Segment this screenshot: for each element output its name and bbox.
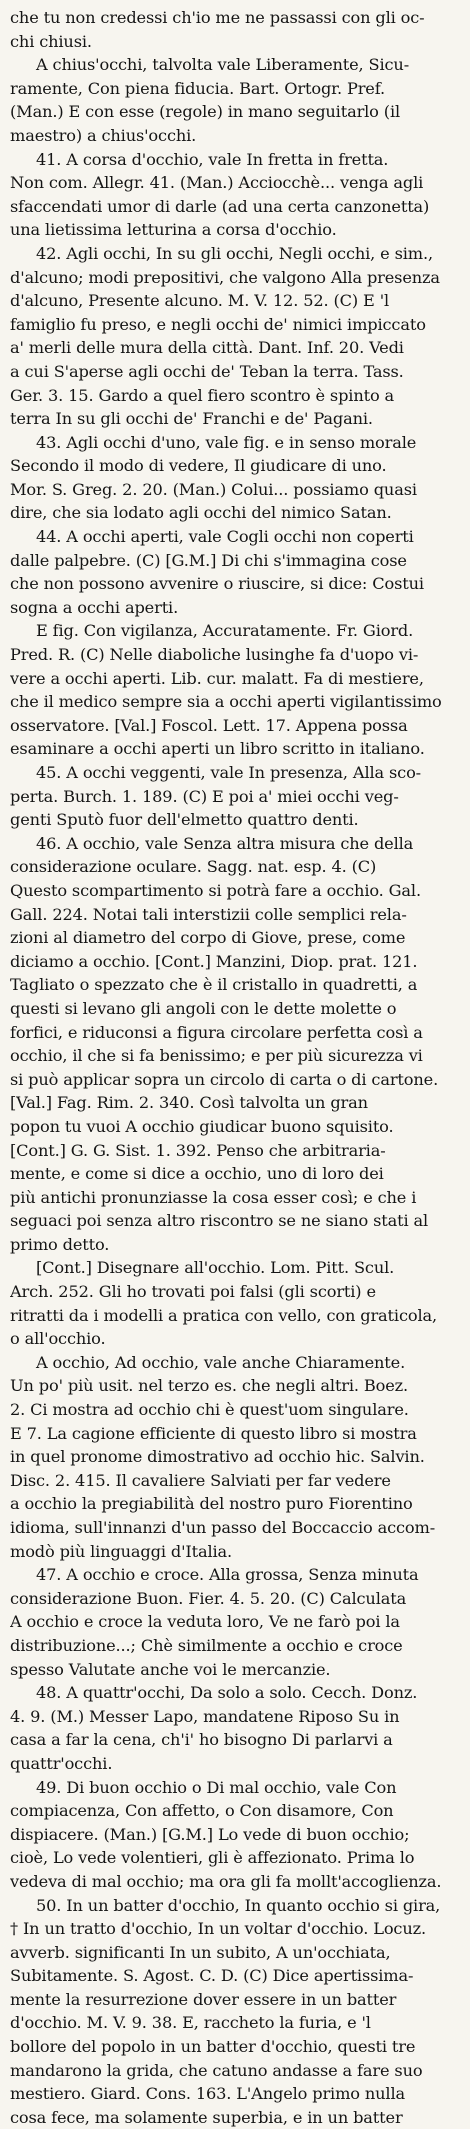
entry-heading-43: 43. Agli occhi d'uno, vale fig. e in senso morale <box>36 432 417 452</box>
text-line: ramente, Con piena fiducia. Bart. Ortogr. Pref. <box>10 78 385 98</box>
text-line: maestro) a chius'occhi. <box>10 125 197 145</box>
text-line: a cui S'aperse agli occhi de' Teban la terra. Tass. <box>10 361 404 381</box>
text-line: mandarono la grida, che catuno andasse a fare suo <box>10 2060 423 2080</box>
text-line: A occhio, Ad occhio, vale anche Chiaramente. <box>36 1352 406 1372</box>
entry-heading-48: 48. A quattr'occhi, Da solo a solo. Cecch. Donz. <box>36 1683 418 1703</box>
text-line: in quel pronome dimostrativo ad occhio hic. Salvin. <box>10 1447 425 1467</box>
text-line: mente, e come si dice a occhio, uno di loro dei <box>10 1164 384 1184</box>
text-line: spesso Valutate anche voi le mercanzie. <box>10 1659 331 1679</box>
text-line: Tagliato o spezzato che è il cristallo in quadretti, a <box>10 975 418 995</box>
text-line: considerazione Buon. Fier. 4. 5. 20. (C) Calculata <box>10 1588 407 1608</box>
text-line: dalle palpebre. (C) [G.M.] Di chi s'immagina cose <box>10 550 407 570</box>
text-line: † In un tratto d'occhio, In un voltar d'occhio. Locuz. <box>10 1919 426 1939</box>
text-line: d'occhio. M. V. 9. 38. E, raccheto la furia, e 'l <box>10 2013 371 2033</box>
text-line: 2. Ci mostra ad occhio chi è quest'uom singulare. <box>10 1400 409 1420</box>
text-line: zioni al diametro del corpo di Giove, prese, come <box>10 928 406 948</box>
text-line: casa a far la cena, ch'i' ho bisogno Di parlarvi a <box>10 1730 393 1750</box>
text-line: vere a occhi aperti. Lib. cur. malatt. Fa di mestiere, <box>10 668 424 688</box>
text-line: cioè, Lo vede volentieri, gli è affezionato. Prima lo <box>10 1848 415 1868</box>
text-line: che tu non credessi ch'io me ne passassi con gli oc- <box>10 8 425 27</box>
text-line: si può applicar sopra un circolo di carta o di cartone. <box>10 1069 439 1089</box>
text-line: dispiacere. (Man.) [G.M.] Lo vede di buon occhio; <box>10 1824 410 1844</box>
text-line: mestiero. Giard. Cons. 163. L'Angelo primo nulla <box>10 2084 405 2104</box>
text-line: perta. Burch. 1. 189. (C) E poi a' miei occhi veg- <box>10 786 399 806</box>
text-line: bollore del popolo in un batter d'occhio, questi tre <box>10 2037 416 2057</box>
text-line: A occhio e croce la veduta loro, Ve ne farò poi la <box>10 1612 400 1632</box>
text-line: Ger. 3. 15. Gardo a quel fiero scontro è spinto a <box>10 385 395 405</box>
text-line: cosa fece, ma solamente superbia, e in un batter <box>10 2107 403 2127</box>
text-line: d'alcuno, Presente alcuno. M. V. 12. 52. (C) E 'l <box>10 291 390 311</box>
text-line: distribuzione...; Chè similmente a occhio e croce <box>10 1635 403 1655</box>
text-line: modò più linguaggi d'Italia. <box>10 1541 233 1561</box>
text-line: [Val.] Fag. Rim. 2. 340. Così talvolta un gran <box>10 1093 368 1113</box>
text-line: avverb. significanti In un subito, A un'occhiata, <box>10 1942 391 1962</box>
entry-heading-44: 44. A occhi aperti, vale Cogli occhi non coperti <box>36 527 414 547</box>
text-line: compiacenza, Con affetto, o Con disamore, Con <box>10 1801 394 1821</box>
text-line: considerazione oculare. Sagg. nat. esp. 4. (C) <box>10 857 377 877</box>
text-line: Secondo il modo di vedere, Il giudicare di uno. <box>10 456 387 476</box>
text-line: Gall. 224. Notai tali interstizii colle semplici rela- <box>10 904 407 924</box>
text-line: a occhio la pregiabilità del nostro puro Fiorentino <box>10 1494 413 1514</box>
text-line: Arch. 252. Gli ho trovati poi falsi (gli scorti) e <box>10 1282 376 1302</box>
text-line: famiglio fu preso, e negli occhi de' nimici impiccato <box>10 314 426 334</box>
text-line: che non possono avvenire o riuscire, si dice: Costui <box>10 574 424 594</box>
text-line: occhio, il che si fa benissimo; e per più sicurezza vi <box>10 1046 423 1066</box>
text-line: A chius'occhi, talvolta vale Liberamente, Sicu- <box>36 55 410 75</box>
text-line: chi chiusi. <box>10 31 92 51</box>
entry-heading-47: 47. A occhio e croce. Alla grossa, Senza minuta <box>36 1565 419 1585</box>
text-line: Un po' più usit. nel terzo es. che negli altri. Boez. <box>10 1376 409 1396</box>
text-line: Pred. R. (C) Nelle diaboliche lusinghe fa d'uopo vi- <box>10 645 419 665</box>
text-line: sfaccendati umor di darle (ad una certa canzonetta) <box>10 196 430 216</box>
text-line: Disc. 2. 415. Il cavaliere Salviati per far vedere <box>10 1470 391 1490</box>
text-line: a' merli delle mura della città. Dant. Inf. 20. Vedi <box>10 338 404 358</box>
text-line: ritratti da i modelli a pratica con vello, con graticola, <box>10 1305 437 1325</box>
text-line: vedeva di mal occhio; ma ora gli fa mollt'accoglienza. <box>10 1871 442 1891</box>
text-line: E 7. La cagione efficiente di questo libro si mostra <box>10 1423 417 1443</box>
text-line: mente la resurrezione dover essere in un batter <box>10 1989 397 2009</box>
entry-heading-45: 45. A occhi veggenti, vale In presenza, Alla sco- <box>36 763 421 782</box>
text-line: d'alcuno; modi prepositivi, che valgono Alla presenza <box>10 267 440 287</box>
text-line: Subitamente. S. Agost. C. D. (C) Dice apertissima- <box>10 1966 414 1986</box>
text-line: idioma, sull'innanzi d'un passo del Boccaccio accom- <box>10 1518 436 1537</box>
entry-heading-50: 50. In un batter d'occhio, In quanto occhio si gira, <box>36 1895 441 1915</box>
text-line: o all'occhio. <box>10 1329 106 1349</box>
text-line: Mor. S. Greg. 2. 20. (Man.) Colui... possiamo quasi <box>10 479 417 499</box>
text-line: [Cont.] G. G. Sist. 1. 392. Penso che arbitraria- <box>10 1140 386 1160</box>
entry-heading-49: 49. Di buon occhio o Di mal occhio, vale Con <box>36 1777 397 1797</box>
text-line: genti Sputò fuor dell'elmetto quattro denti. <box>10 810 359 830</box>
text-line: sogna a occhi aperti. <box>10 597 179 617</box>
text-line: che il medico sempre sia a occhi aperti vigilantissimo <box>10 692 442 712</box>
text-line: Questo scompartimento si potrà fare a occhio. Gal. <box>10 880 421 900</box>
entry-heading-41: 41. A corsa d'occhio, vale In fretta in fretta. <box>36 149 389 169</box>
text-line: [Cont.] Disegnare all'occhio. Lom. Pitt. Scul. <box>36 1258 395 1278</box>
text-line: popon tu vuoi A occhio giudicar buono squisito. <box>10 1116 394 1136</box>
text-line: forfici, e riduconsi a figura circolare perfetta così a <box>10 1022 423 1042</box>
text-line: questi si levano gli angoli con le dette molette o <box>10 998 397 1018</box>
text-line: terra In su gli occhi de' Franchi e de' Pagani. <box>10 409 373 429</box>
text-line: seguaci poi senza altro riscontro se ne siano stati al <box>10 1211 428 1231</box>
text-line: diciamo a occhio. [Cont.] Manzini, Diop. prat. 121. <box>10 951 418 971</box>
entry-heading-46: 46. A occhio, vale Senza altra misura che della <box>36 833 414 853</box>
text-line: una lietissima letturina a corsa d'occhio. <box>10 220 337 240</box>
entry-heading-42: 42. Agli occhi, In su gli occhi, Negli occhi, e sim., <box>36 243 433 263</box>
text-line: Non com. Allegr. 41. (Man.) Acciocchè... venga agli <box>10 173 424 193</box>
text-line: quattr'occhi. <box>10 1753 113 1773</box>
text-line: osservatore. [Val.] Foscol. Lett. 17. Appena possa <box>10 715 408 735</box>
text-line: esaminare a occhi aperti un libro scritto in italiano. <box>10 739 425 759</box>
text-line: dire, che sia lodato agli occhi del nimico Satan. <box>10 503 392 523</box>
text-line: primo detto. <box>10 1234 110 1254</box>
text-line: (Man.) E con esse (regole) in mano seguitarlo (il <box>10 102 400 122</box>
text-line: 4. 9. (M.) Messer Lapo, mandatene Riposo Su in <box>10 1706 400 1726</box>
text-line: più antichi pronunziasse la cosa esser così; e che i <box>10 1187 417 1207</box>
text-line: E fig. Con vigilanza, Accuratamente. Fr. Giord. <box>36 621 414 641</box>
